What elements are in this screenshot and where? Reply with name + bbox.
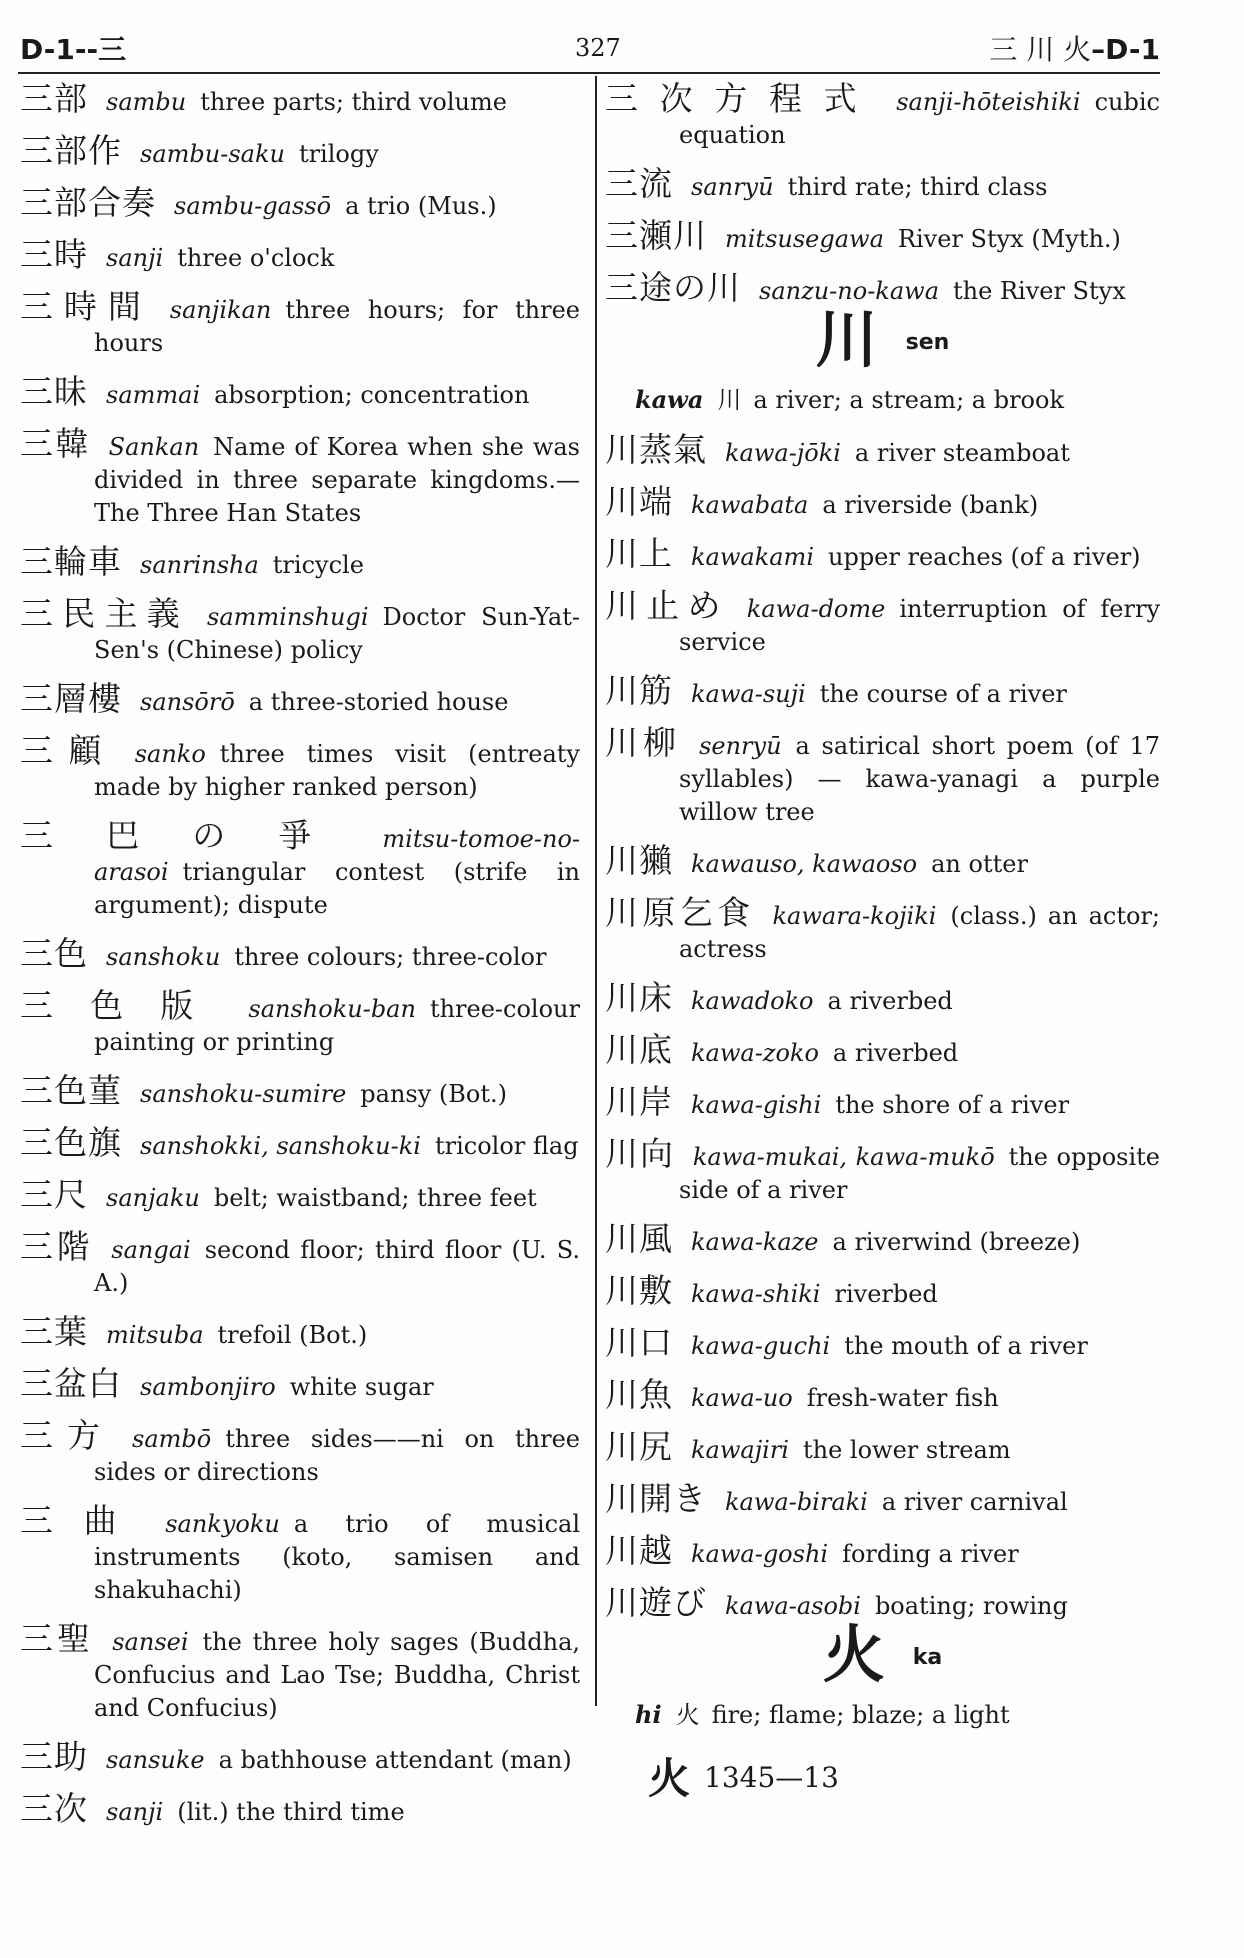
dictionary-entry bbox=[605, 841, 1160, 881]
entry-romaji: sambō bbox=[132, 1425, 212, 1453]
entry-romaji: kawa-asobi bbox=[725, 1592, 861, 1620]
dictionary-entry bbox=[605, 216, 1160, 256]
entry-kanji: 川魚 bbox=[605, 1375, 673, 1414]
head-kanji: 火 bbox=[675, 1701, 700, 1729]
entry-romaji: kawa-suji bbox=[691, 680, 806, 708]
section-heading-ka bbox=[605, 1618, 1160, 1691]
entry-definition: boating; rowing bbox=[874, 1592, 1068, 1620]
entry-romaji: mitsu-tomoe-no-arasoi bbox=[94, 825, 580, 886]
dictionary-entry bbox=[20, 1175, 580, 1215]
entry-definition: absorption; concentration bbox=[214, 381, 530, 409]
entry-definition: a river carnival bbox=[881, 1488, 1068, 1516]
entry-kanji: 三部 bbox=[20, 79, 88, 118]
dictionary-entry bbox=[605, 1427, 1160, 1467]
dictionary-entry bbox=[20, 1364, 580, 1404]
entry-kanji: 川止め bbox=[605, 586, 729, 625]
column-divider bbox=[595, 76, 597, 1706]
dictionary-entry bbox=[605, 586, 1160, 659]
footer-reference bbox=[648, 1740, 839, 1803]
entry-romaji: kawa-jōki bbox=[725, 439, 841, 467]
entry-romaji: kawabata bbox=[691, 491, 809, 519]
footer-kanji: 火 bbox=[648, 1754, 691, 1803]
dictionary-entry bbox=[20, 287, 581, 360]
entry-definition: fording a river bbox=[842, 1540, 1019, 1568]
entry-kanji: 川床 bbox=[605, 978, 673, 1017]
entry-definition: the lower stream bbox=[802, 1436, 1011, 1464]
entry-kanji: 三部合奏 bbox=[20, 183, 156, 222]
dictionary-entry bbox=[20, 131, 580, 171]
dictionary-entry bbox=[20, 1123, 580, 1163]
head-entry-hi bbox=[605, 1698, 1160, 1732]
dictionary-entry bbox=[605, 1375, 1160, 1415]
dictionary-entry bbox=[20, 986, 580, 1059]
entry-definition: a trio of musical instruments (koto, samisen and shakuhachi) bbox=[94, 1510, 581, 1604]
entry-definition: a bathhouse attendant (man) bbox=[218, 1746, 572, 1774]
entry-definition: River Styx (Myth.) bbox=[897, 225, 1121, 253]
header-right-code: –D-1 bbox=[1091, 33, 1160, 66]
entry-romaji: kawakami bbox=[691, 543, 814, 571]
dictionary-entry bbox=[20, 183, 580, 223]
head-def: a river; a stream; a brook bbox=[753, 386, 1064, 414]
entry-romaji: kawauso, kawaoso bbox=[691, 850, 918, 878]
entry-definition: a riverbed bbox=[827, 987, 953, 1015]
entry-kanji: 三昧 bbox=[20, 372, 88, 411]
footer-ref: 1345—13 bbox=[704, 1761, 839, 1794]
entry-definition: three-colour painting or printing bbox=[94, 995, 580, 1056]
entry-kanji: 川開き bbox=[605, 1479, 707, 1518]
entry-kanji: 三民主義 bbox=[20, 594, 189, 633]
entry-kanji: 川口 bbox=[605, 1323, 673, 1362]
dictionary-entry bbox=[20, 424, 580, 530]
entry-romaji: kawa-kaze bbox=[691, 1228, 819, 1256]
entry-romaji: sanji bbox=[106, 244, 164, 272]
entry-romaji: sanjaku bbox=[106, 1184, 200, 1212]
entry-definition: the mouth of a river bbox=[844, 1332, 1088, 1360]
entry-definition: tricolor flag bbox=[434, 1132, 579, 1160]
entry-kanji: 三方 bbox=[20, 1416, 115, 1455]
entry-romaji: kawa-gishi bbox=[691, 1091, 822, 1119]
entry-romaji: kawa-zoko bbox=[691, 1039, 819, 1067]
entry-romaji: sanryū bbox=[691, 173, 774, 201]
entry-romaji: sanshoku bbox=[106, 943, 221, 971]
entry-romaji: sambu-gassō bbox=[174, 192, 332, 220]
dictionary-entry bbox=[605, 268, 1160, 308]
entry-romaji: sambonjiro bbox=[140, 1373, 276, 1401]
entry-romaji: sansei bbox=[112, 1628, 189, 1656]
entry-definition: interruption of ferry service bbox=[679, 595, 1160, 656]
entry-romaji: sanji-hōteishiki bbox=[896, 88, 1081, 116]
entry-definition: riverbed bbox=[834, 1280, 938, 1308]
entry-kanji: 川遊び bbox=[605, 1583, 707, 1622]
entry-definition: three colours; three-color bbox=[234, 943, 547, 971]
entry-kanji: 川原乞食 bbox=[605, 893, 755, 932]
entry-romaji: sanji bbox=[106, 1798, 164, 1826]
section-reading-ka: ka bbox=[912, 1645, 943, 1670]
section-heading-sen bbox=[605, 303, 1160, 376]
entry-definition: the opposite side of a river bbox=[679, 1143, 1160, 1204]
entry-romaji: samminshugi bbox=[207, 603, 369, 631]
entry-kanji: 川上 bbox=[605, 534, 673, 573]
entry-kanji: 三聖 bbox=[20, 1619, 95, 1658]
entry-definition: third rate; third class bbox=[787, 173, 1048, 201]
entry-definition: the shore of a river bbox=[835, 1091, 1070, 1119]
dictionary-entry bbox=[605, 1271, 1160, 1311]
entry-definition: three sides——ni on three sides or directions bbox=[94, 1425, 580, 1486]
dictionary-entry bbox=[605, 671, 1160, 711]
entry-kanji: 三助 bbox=[20, 1737, 88, 1776]
section-char-ka: 火 bbox=[822, 1618, 885, 1691]
dictionary-entry bbox=[605, 1030, 1160, 1070]
entry-kanji: 三色菫 bbox=[20, 1071, 122, 1110]
entry-romaji: sanshoku-sumire bbox=[140, 1080, 347, 1108]
entry-romaji: sansuke bbox=[106, 1746, 205, 1774]
entry-kanji: 三次方程式 bbox=[605, 79, 879, 118]
entry-kanji: 三流 bbox=[605, 164, 673, 203]
entry-definition: a three-storied house bbox=[248, 688, 509, 716]
header-rule bbox=[18, 72, 1160, 74]
entry-kanji: 川敷 bbox=[605, 1271, 673, 1310]
entry-definition: upper reaches (of a river) bbox=[828, 543, 1141, 571]
dictionary-entry bbox=[20, 1619, 581, 1725]
right-column bbox=[605, 79, 1161, 1748]
entry-definition: a riverwind (breeze) bbox=[832, 1228, 1081, 1256]
entry-kanji: 川端 bbox=[605, 482, 673, 521]
entry-definition: an otter bbox=[931, 850, 1028, 878]
entry-romaji: sansōrō bbox=[140, 688, 235, 716]
entry-kanji: 川越 bbox=[605, 1531, 673, 1570]
entry-kanji: 三韓 bbox=[20, 424, 91, 463]
entry-definition: three hours; for three hours bbox=[94, 296, 581, 357]
dictionary-entry bbox=[605, 723, 1160, 829]
entry-definition: (lit.) the third time bbox=[177, 1798, 405, 1826]
entry-romaji: sanrinsha bbox=[140, 551, 259, 579]
entry-definition: fresh-water fish bbox=[806, 1384, 999, 1412]
dictionary-entry bbox=[605, 430, 1160, 470]
left-column bbox=[20, 79, 581, 1844]
entry-kanji: 川蒸氣 bbox=[605, 430, 707, 469]
entry-definition: the course of a river bbox=[819, 680, 1067, 708]
header-right-kanji: 三 川 火 bbox=[989, 33, 1092, 66]
entry-kanji: 三曲 bbox=[20, 1501, 148, 1540]
head-def: fire; flame; blaze; a light bbox=[711, 1701, 1010, 1729]
entry-definition: belt; waistband; three feet bbox=[213, 1184, 537, 1212]
entry-definition: pansy (Bot.) bbox=[360, 1080, 508, 1108]
entry-definition: cubic equation bbox=[679, 88, 1160, 149]
dictionary-entry bbox=[605, 1134, 1160, 1207]
entry-definition: the three holy sages (Buddha, Confucius and Lao Tse; Buddha, Christ and Confucius) bbox=[94, 1628, 581, 1722]
entry-definition: (class.) an actor; actress bbox=[679, 902, 1161, 963]
entry-romaji: sambu bbox=[106, 88, 187, 116]
entry-definition: tricycle bbox=[272, 551, 364, 579]
entry-kanji: 川岸 bbox=[605, 1082, 673, 1121]
dictionary-entry bbox=[20, 235, 580, 275]
entry-kanji: 三部作 bbox=[20, 131, 122, 170]
entry-romaji: sambu-saku bbox=[140, 140, 285, 168]
dictionary-entry bbox=[20, 1501, 581, 1607]
dictionary-entry bbox=[20, 1416, 580, 1489]
entry-kanji: 川向 bbox=[605, 1134, 675, 1173]
dictionary-entry bbox=[20, 1312, 580, 1352]
entry-romaji: Sankan bbox=[108, 433, 200, 461]
entry-romaji: kawa-goshi bbox=[691, 1540, 829, 1568]
dictionary-entry bbox=[605, 79, 1160, 152]
entry-romaji: kawadoko bbox=[691, 987, 814, 1015]
dictionary-entry bbox=[605, 482, 1160, 522]
entry-romaji: sankyoku bbox=[165, 1510, 280, 1538]
dictionary-entry bbox=[605, 893, 1161, 966]
entry-romaji: sanzu-no-kawa bbox=[759, 277, 940, 305]
header-left: D-1--三 bbox=[20, 33, 127, 66]
entry-definition: three times visit (entreaty made by higher ranked person) bbox=[94, 740, 580, 801]
entry-kanji: 三盆白 bbox=[20, 1364, 122, 1403]
entry-kanji: 三輪車 bbox=[20, 542, 122, 581]
dictionary-entry bbox=[20, 1737, 580, 1777]
dictionary-entry bbox=[20, 1789, 580, 1829]
entry-kanji: 川尻 bbox=[605, 1427, 673, 1466]
section-reading-sen: sen bbox=[905, 330, 950, 355]
head-kanji: 川 bbox=[717, 386, 742, 414]
entry-definition: Doctor Sun-Yat-Sen's (Chinese) policy bbox=[94, 603, 580, 664]
dictionary-entry bbox=[605, 1082, 1160, 1122]
head-entry-kawa bbox=[605, 383, 1160, 417]
dictionary-entry bbox=[605, 534, 1160, 574]
entry-definition: three o'clock bbox=[177, 244, 335, 272]
dictionary-entry bbox=[20, 1227, 581, 1300]
sen-entries bbox=[605, 430, 1161, 1623]
dictionary-entry bbox=[20, 542, 580, 582]
entry-kanji: 三層樓 bbox=[20, 679, 122, 718]
dictionary-entry bbox=[605, 1479, 1160, 1519]
dictionary-entry bbox=[605, 164, 1160, 204]
entry-kanji: 三次 bbox=[20, 1789, 88, 1828]
right-top-entries bbox=[605, 79, 1160, 308]
dictionary-entry bbox=[20, 816, 580, 922]
entry-romaji: sanshokki, sanshoku-ki bbox=[140, 1132, 421, 1160]
dictionary-entry bbox=[20, 594, 580, 667]
entry-kanji: 三色 bbox=[20, 934, 88, 973]
entry-romaji: senryū bbox=[699, 732, 782, 760]
entry-romaji: sangai bbox=[111, 1236, 191, 1264]
entry-kanji: 三途の川 bbox=[605, 268, 741, 307]
head-word: kawa bbox=[635, 385, 704, 414]
dictionary-entry bbox=[20, 79, 580, 119]
entry-kanji: 川獺 bbox=[605, 841, 673, 880]
entry-kanji: 川底 bbox=[605, 1030, 673, 1069]
entry-romaji: sanjikan bbox=[169, 296, 272, 324]
dictionary-entry bbox=[20, 372, 580, 412]
entry-romaji: kawara-kojiki bbox=[772, 902, 937, 930]
head-word: hi bbox=[635, 1700, 662, 1729]
entry-romaji: mitsusegawa bbox=[725, 225, 884, 253]
page-number: 327 bbox=[575, 34, 621, 62]
entry-kanji: 三瀬川 bbox=[605, 216, 707, 255]
dictionary-entry bbox=[20, 679, 580, 719]
entry-definition: a riverbed bbox=[832, 1039, 959, 1067]
entry-romaji: kawa-shiki bbox=[691, 1280, 821, 1308]
entry-definition: trefoil (Bot.) bbox=[217, 1321, 368, 1349]
dictionary-entry bbox=[20, 934, 580, 974]
entry-definition: a satirical short poem (of 17 syllables) — kawa-yanagi a purple willow tree bbox=[679, 732, 1160, 826]
dictionary-entry bbox=[20, 1071, 580, 1111]
entry-definition: second floor; third floor (U. S. A.) bbox=[94, 1236, 581, 1297]
entry-romaji: kawa-dome bbox=[746, 595, 886, 623]
entry-kanji: 三尺 bbox=[20, 1175, 88, 1214]
entry-romaji: kawa-uo bbox=[691, 1384, 793, 1412]
entry-kanji: 川風 bbox=[605, 1219, 673, 1258]
dictionary-entry bbox=[20, 731, 580, 804]
entry-kanji: 三葉 bbox=[20, 1312, 88, 1351]
entry-definition: triangular contest (strife in argument); dispute bbox=[94, 858, 580, 919]
entry-romaji: kawa-biraki bbox=[725, 1488, 868, 1516]
entry-definition: trilogy bbox=[298, 140, 379, 168]
entry-kanji: 川柳 bbox=[605, 723, 682, 762]
dictionary-entry bbox=[605, 978, 1160, 1018]
entry-definition: three parts; third volume bbox=[200, 88, 507, 116]
entry-definition: the River Styx bbox=[953, 277, 1126, 305]
entry-definition: a trio (Mus.) bbox=[345, 192, 497, 220]
entry-definition: white sugar bbox=[289, 1373, 434, 1401]
dictionary-entry bbox=[605, 1531, 1160, 1571]
entry-romaji: mitsuba bbox=[106, 1321, 204, 1349]
entry-romaji: kawa-mukai, kawa-mukō bbox=[692, 1143, 995, 1171]
entry-kanji: 三色旗 bbox=[20, 1123, 122, 1162]
page-header bbox=[20, 12, 1160, 70]
header-right bbox=[989, 28, 1160, 68]
entry-kanji: 三巴の爭 bbox=[20, 816, 365, 855]
entry-kanji: 三時間 bbox=[20, 287, 152, 326]
entry-romaji: sanko bbox=[134, 740, 206, 768]
section-char-sen: 川 bbox=[815, 303, 878, 376]
dictionary-entry bbox=[605, 1323, 1160, 1363]
entry-kanji: 三階 bbox=[20, 1227, 94, 1266]
entry-kanji: 三時 bbox=[20, 235, 88, 274]
entry-definition: a riverside (bank) bbox=[822, 491, 1039, 519]
entry-romaji: sammai bbox=[106, 381, 201, 409]
entry-romaji: sanshoku-ban bbox=[248, 995, 416, 1023]
entry-romaji: kawa-guchi bbox=[691, 1332, 831, 1360]
entry-kanji: 三顧 bbox=[20, 731, 117, 770]
entry-definition: a river steamboat bbox=[854, 439, 1070, 467]
entry-kanji: 川筋 bbox=[605, 671, 673, 710]
dictionary-entry bbox=[605, 1219, 1160, 1259]
entry-romaji: kawajiri bbox=[691, 1436, 789, 1464]
entry-kanji: 三色版 bbox=[20, 986, 231, 1025]
entry-definition: Name of Korea when she was divided in three separate kingdoms.—The Three Han States bbox=[94, 433, 580, 527]
